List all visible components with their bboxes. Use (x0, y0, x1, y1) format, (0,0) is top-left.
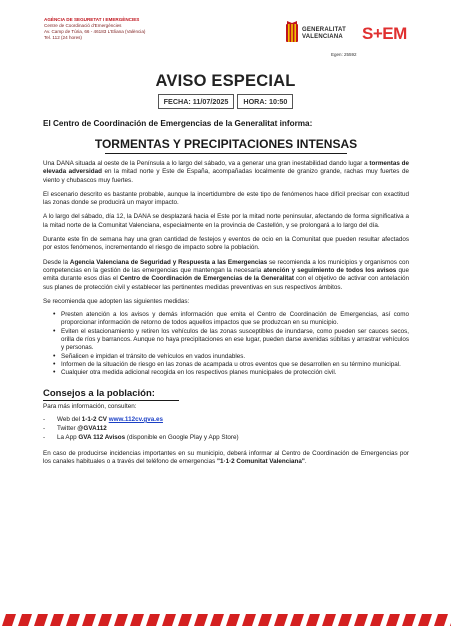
footer-stripe (354, 614, 368, 626)
paragraph-1 (43, 160, 409, 185)
egen-number: Egen: 25592 (331, 52, 357, 57)
p5-text-a: Desde la (43, 258, 70, 266)
page-title: AVISO ESPECIAL (155, 72, 296, 90)
list-item: • Informen de la situación de riesgo en las zonas de acampada u otros eventos que se desarrollen en su término municipal. (61, 361, 409, 369)
agency-line-1: Centre de Coordinació d'Emergències (44, 23, 122, 28)
measures-list (43, 311, 409, 377)
final-paragraph (43, 450, 409, 467)
footer-stripe (210, 614, 224, 626)
agency-name: AGÈNCIA DE SEGURETAT I EMERGÈNCIES (44, 17, 140, 22)
footer-stripe (178, 614, 192, 626)
agency-header (44, 17, 145, 41)
footer-stripe (66, 614, 80, 626)
final-text-a: En caso de producirse incidencias importantes en su municipio, deberá informar al Centro de Coordinación de Emergencias por los canales habituales o a través del teléfono de emergencias (43, 449, 409, 466)
consejos-underline (43, 400, 179, 401)
p5-text-e: que emita durante esos días el (43, 266, 409, 283)
p1-text-c: en la mitad norte y Este de España, acompañadas localmente de granizo grande, rachas muy fuertes de viento y chubascos muy fuertes. (43, 168, 410, 184)
date-badge: FECHA: 11/07/2025 (158, 94, 235, 109)
p5-text-g: con el objetivo de activar con antelación sus planes de protección civil y establecer las pertinentes medidas preventivas en sus respectivos ámbitos. (43, 275, 409, 291)
paragraph-2: El escenario descrito es bastante probable, aunque la incertidumbre de este tipo de fenómenos hace difícil precisar con exactitud las zonas donde se producirá un mayor impacto. (43, 190, 409, 207)
p5-bold-agency: Agencia Valenciana de Seguridad y Respuesta a las Emergencias (69, 258, 268, 266)
list-item: • Cualquier otra medida adicional recogida en los respectivos planes municipales de protección civil. (61, 369, 409, 377)
footer-stripe-group (2, 614, 451, 626)
app-name: GVA 112 Avisos (78, 434, 126, 442)
web-bold: 1-1-2 CV (81, 415, 107, 423)
footer-stripe (434, 614, 448, 626)
headline: TORMENTAS Y PRECIPITACIONES INTENSAS (94, 137, 358, 151)
footer-stripe (338, 614, 352, 626)
generalitat-shield-icon (285, 20, 299, 46)
link-item-app (43, 433, 409, 442)
web-url-link[interactable]: www.112cv.gva.es (108, 415, 163, 423)
link-item-twitter (43, 424, 409, 433)
info-intro: Para más información, consulten: (43, 402, 137, 410)
footer-stripe (258, 614, 272, 626)
footer-stripe (194, 614, 208, 626)
main-content (43, 119, 409, 466)
footer-stripe (162, 614, 176, 626)
footer-stripes (0, 614, 451, 626)
p1-bold: tormentas de elevada adversidad (43, 160, 409, 176)
list-item: • Eviten el estacionamiento y retiren los vehículos de las zonas susceptibles de inundarse, como pueden ser cauces secos, orilla de ríos y barrancos. Aunque no haya precipitaciones en ese lugar, pueden darse avenidas súbitas y arrastrar vehículos y personas. (61, 328, 409, 353)
footer-stripe (34, 614, 48, 626)
date-time-row (0, 94, 451, 109)
generalitat-logo-text (302, 27, 346, 41)
generalitat-line-2: VALENCIANA (302, 34, 343, 40)
footer-stripe (306, 614, 320, 626)
list-item: • Señalicen e impidan el tránsito de vehículos en vados inundables. (61, 353, 409, 361)
footer-stripe (146, 614, 160, 626)
informs-heading: El Centro de Coordinación de Emergencias de la Generalitat informa: (43, 119, 313, 128)
generalitat-line-1: GENERALITAT (302, 27, 346, 33)
footer-stripe (274, 614, 288, 626)
agency-line-2: Av. Camp de Túria, 66 - 46183 L'Eliana (València) (44, 29, 146, 34)
footer-stripe (98, 614, 112, 626)
info-links (43, 415, 409, 443)
app-prefix: La App (57, 434, 79, 442)
p5-bold-attention: atención y seguimiento de todos los avisos (263, 266, 397, 274)
paragraph-4: Durante este fin de semana hay una gran cantidad de festejos y eventos de ocio en la Comunitat que pueden resultar afectados por estos fenómenos, incrementando el riesgo de impacto sobre la población. (43, 236, 409, 252)
footer-stripe (114, 614, 128, 626)
footer-stripe (18, 614, 32, 626)
list-item: • Presten atención a los avisos y demás información que emita el Centro de Coordinación de Emergencias, así como proporcionar información de retorno de todos aquellos impactos que se produzcan en su municipio. (61, 311, 409, 328)
footer-stripe (50, 614, 64, 626)
consejos-heading: Consejos a la población: (43, 387, 155, 399)
final-bold: "1·1·2 Comunitat Valenciana" (216, 458, 305, 466)
twitter-handle: @GVA112 (77, 425, 107, 433)
agency-line-3: Tel. 112 (24 hores) (44, 35, 82, 40)
paragraph-6: Se recomienda que adopten las siguientes medidas: (43, 297, 190, 305)
generalitat-logo (285, 20, 353, 48)
headline-underline (105, 153, 347, 154)
p5-bold-centre: Centro de Coordinación de Emergencias de la Generalitat (119, 275, 294, 283)
footer-stripe (82, 614, 96, 626)
app-suffix: (disponible en Google Play y App Store) (125, 434, 239, 442)
footer-stripe (2, 614, 16, 626)
web-prefix: Web del (57, 415, 82, 423)
paragraph-3: A lo largo del sábado, día 12, la DANA se desplazará hacia el Este por la mitad norte peninsular, afectando de forma significativa a la mitad norte de la Comunitat Valenciana, especialmente en la provincia de Castellón, y se prolongará a lo largo del día. (43, 213, 409, 229)
footer-stripe (418, 614, 432, 626)
footer-stripe (370, 614, 384, 626)
sem-logo: S+EM (362, 24, 407, 43)
footer-stripe (130, 614, 144, 626)
time-badge: HORA: 10:50 (237, 94, 293, 109)
final-text-c: . (304, 458, 307, 466)
footer-stripe (290, 614, 304, 626)
link-item-web (43, 415, 409, 424)
p5-text-c: se recomienda a los municipios y organismos con competencias en la gestión de las emergencias que mantengan la necesaria (43, 258, 409, 274)
paragraph-5 (43, 259, 409, 292)
footer-stripe (322, 614, 336, 626)
footer-stripe (386, 614, 400, 626)
footer-stripe (402, 614, 416, 626)
footer-stripe (242, 614, 256, 626)
p1-text-a: Una DANA situada al oeste de la Península a lo largo del sábado, va a generar una gran inestabilidad dando lugar a (43, 160, 370, 167)
twitter-prefix: Twitter (57, 425, 78, 433)
footer-stripe (226, 614, 240, 626)
